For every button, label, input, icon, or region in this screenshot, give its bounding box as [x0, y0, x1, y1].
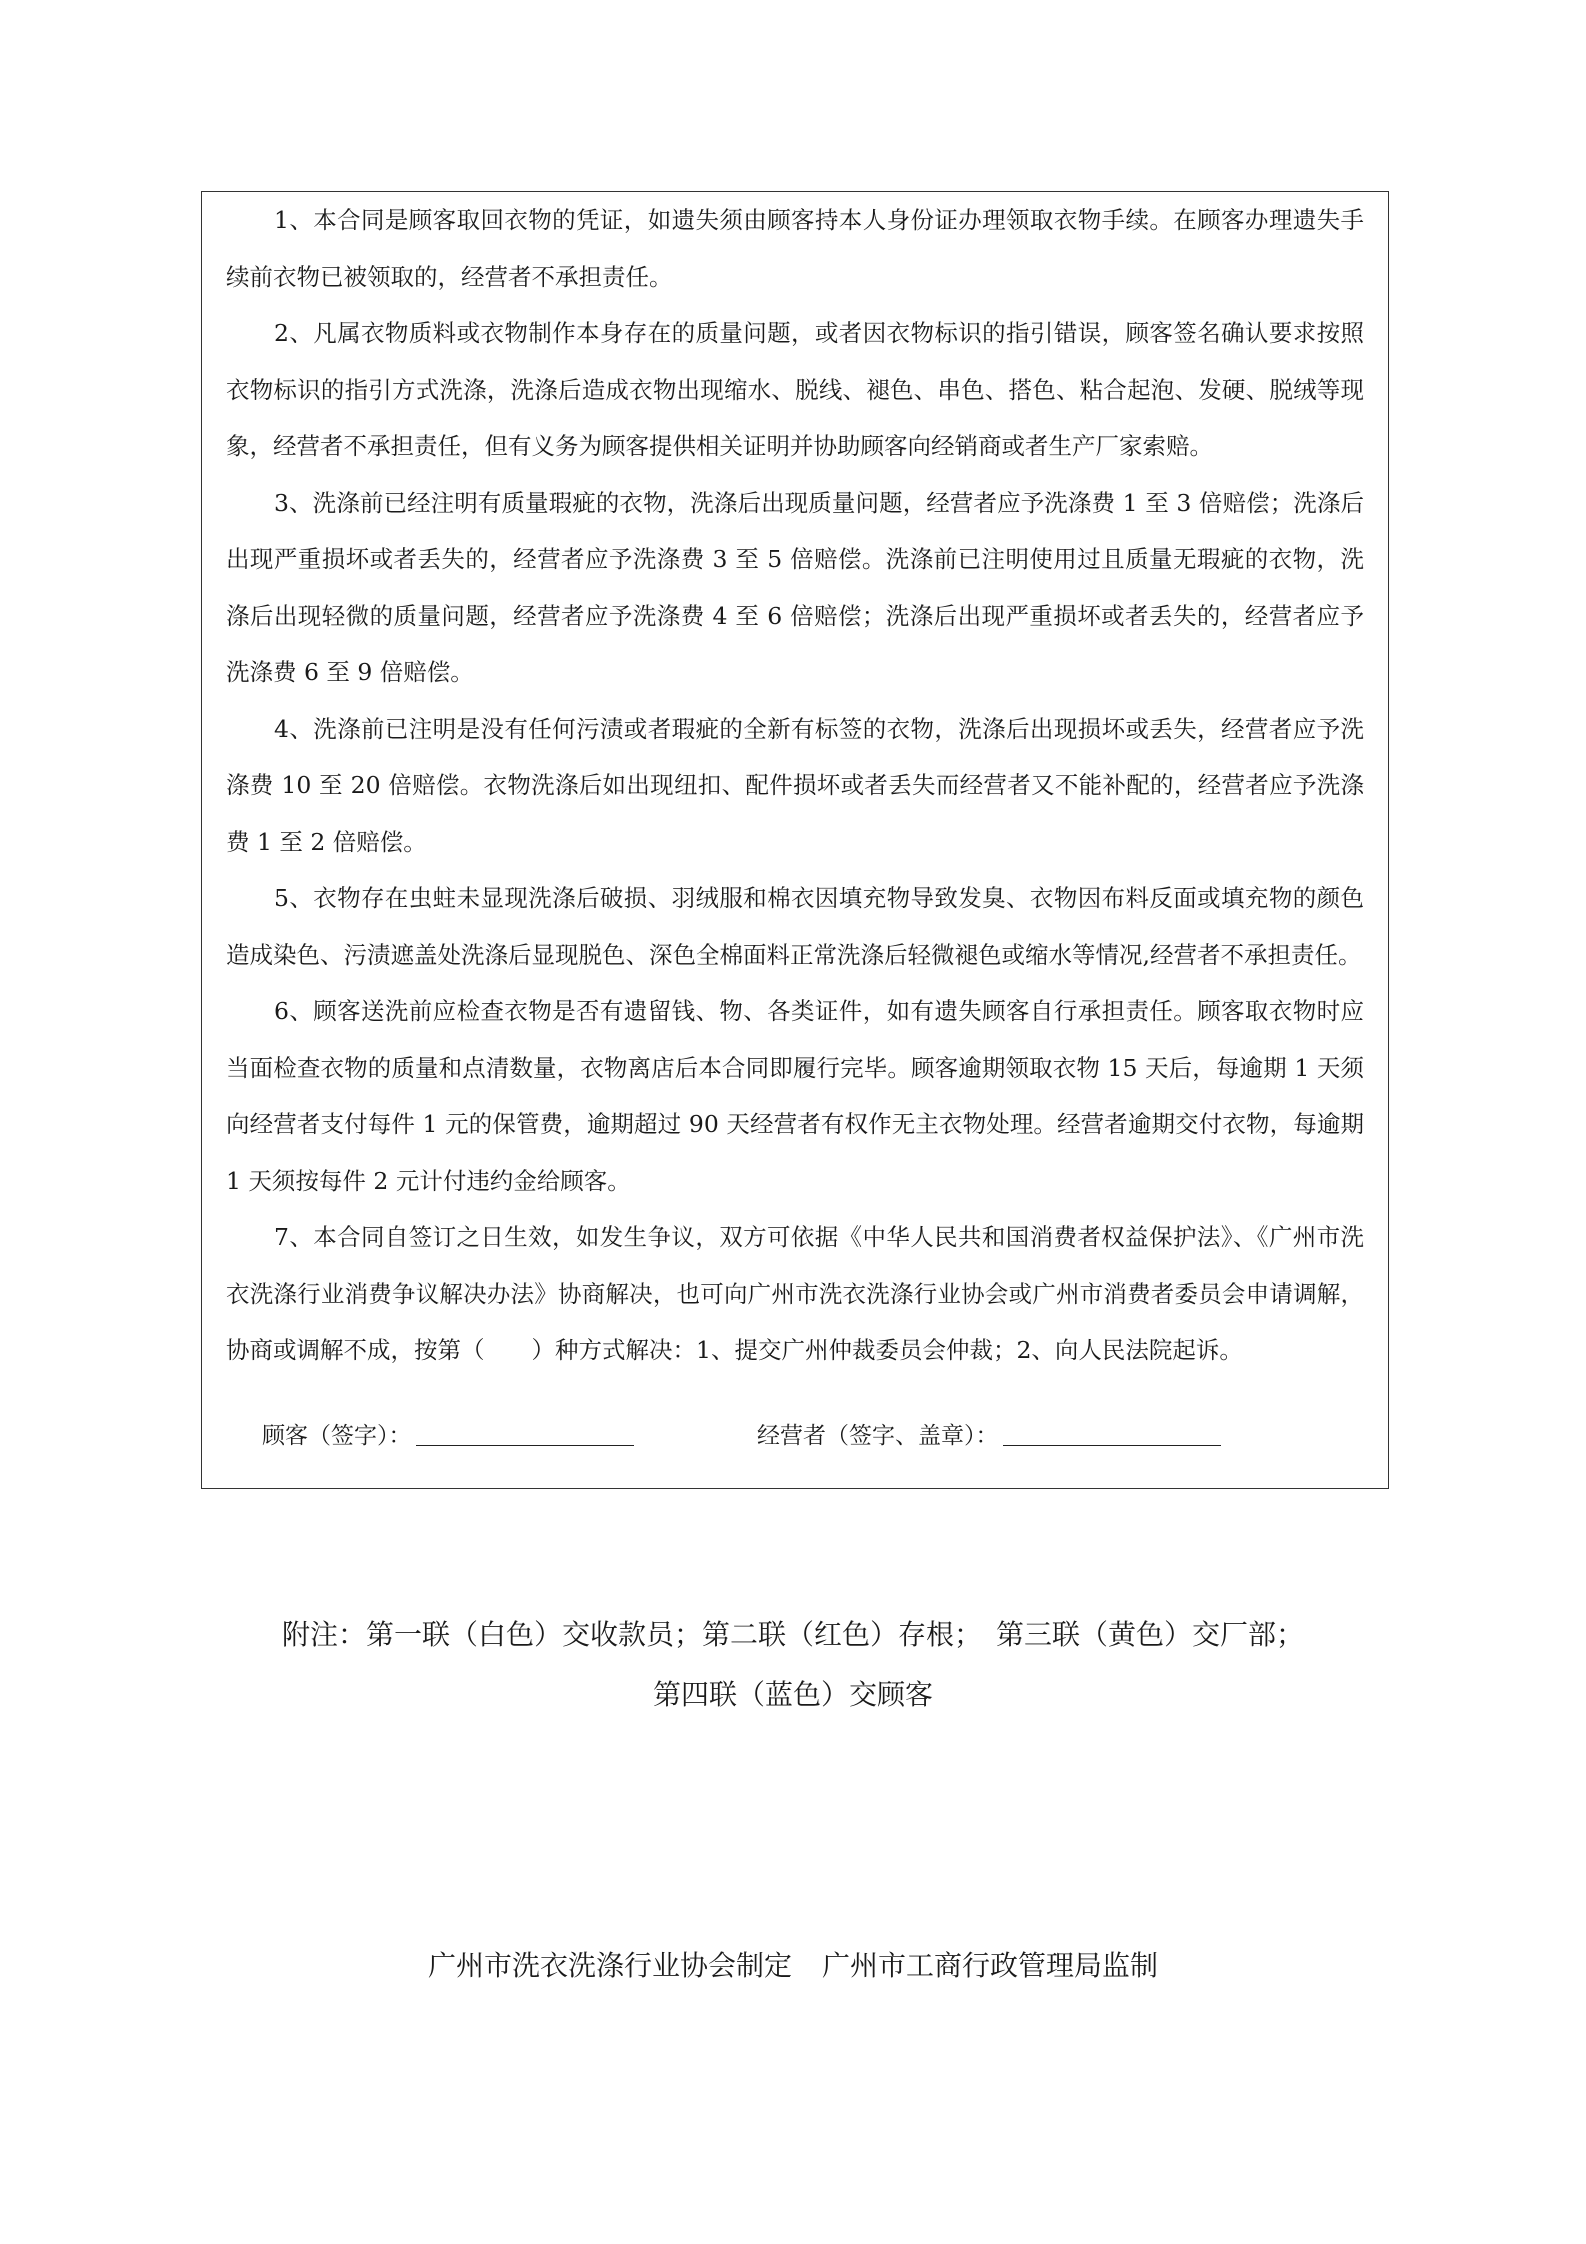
clause-5: 5、衣物存在虫蛀未显现洗涤后破损、羽绒服和棉衣因填充物导致发臭、衣物因布料反面或填充物的颜色造成染色、污渍遮盖处洗涤后显现脱色、深色全棉面料正常洗涤后轻微褪色或缩水等情况,经营者不承担责任。 — [226, 884, 1364, 969]
note-line-2: 第四联（蓝色）交顾客 — [652, 1678, 933, 1711]
clause-3: 3、洗涤前已经注明有质量瑕疵的衣物，洗涤后出现质量问题，经营者应予洗涤费 1 至 3 倍赔偿；洗涤后出现严重损坏或者丢失的，经营者应予洗涤费 3 至 5 倍赔偿。洗涤前已注明使用过且质量无瑕疵的衣物，洗涤后出现轻微的质量问题，经营者应予洗涤费 4 至 6 倍赔偿；洗涤后出现严重损坏或者丢失的，经营者应予洗涤费 6 至 9 倍赔偿。 — [226, 488, 1364, 686]
customer-signature-label: 顾客（签字）： — [262, 1423, 412, 1449]
footer-supervisor: 广州市工商行政管理局监制 — [822, 1949, 1159, 1982]
clause-1: 1、本合同是顾客取回衣物的凭证，如遗失须由顾客持本人身份证办理领取衣物手续。在顾客办理遗失手续前衣物已被领取的，经营者不承担责任。 — [226, 206, 1364, 291]
operator-signature-label: 经营者（签字、盖章）： — [757, 1423, 999, 1449]
clause-7: 7、本合同自签订之日生效，如发生争议，双方可依据《中华人民共和国消费者权益保护法》、《广州市洗衣洗涤行业消费争议解决办法》协商解决，也可向广州市洗衣洗涤行业协会或广州市消费者委员会申请调解，协商或调解不成，按第（ ）种方式解决：1、提交广州仲裁委员会仲裁；2、向人民法院起诉。 — [226, 1223, 1364, 1364]
signature-row — [262, 1417, 1348, 1457]
copy-distribution-note — [0, 1605, 1586, 1725]
contract-terms-box — [201, 191, 1389, 1489]
footer-maker: 广州市洗衣洗涤行业协会制定 — [427, 1949, 792, 1982]
customer-signature — [262, 1417, 634, 1450]
clause-2: 2、凡属衣物质料或衣物制作本身存在的质量问题，或者因衣物标识的指引错误，顾客签名确认要求按照衣物标识的指引方式洗涤，洗涤后造成衣物出现缩水、脱线、褪色、串色、搭色、粘合起泡、发硬、脱绒等现象，经营者不承担责任，但有义务为顾客提供相关证明并协助顾客向经销商或者生产厂家索赔。 — [226, 319, 1364, 460]
operator-signature — [757, 1417, 1221, 1450]
clause-4: 4、洗涤前已注明是没有任何污渍或者瑕疵的全新有标签的衣物，洗涤后出现损坏或丢失，经营者应予洗涤费 10 至 20 倍赔偿。衣物洗涤后如出现纽扣、配件损坏或者丢失而经营者又不能补配的，经营者应予洗涤费 1 至 2 倍赔偿。 — [226, 714, 1364, 856]
customer-signature-field[interactable] — [416, 1445, 634, 1446]
note-line-1: 附注：第一联（白色）交收款员；第二联（红色）存根； 第三联（黄色）交厂部； — [281, 1618, 1304, 1651]
contract-clauses — [226, 192, 1364, 1379]
operator-signature-field[interactable] — [1003, 1445, 1221, 1446]
issuer-footer — [0, 1944, 1586, 1988]
clause-6: 6、顾客送洗前应检查衣物是否有遗留钱、物、各类证件，如有遗失顾客自行承担责任。顾客取衣物时应当面检查衣物的质量和点清数量，衣物离店后本合同即履行完毕。顾客逾期领取衣物 15 天后，每逾期 1 天须向经营者支付每件 1 元的保管费，逾期超过 90 天经营者有权作无主衣物处理。经营者逾期交付衣物，每逾期 1 天须按每件 2 元计付违约金给顾客。 — [226, 997, 1364, 1195]
